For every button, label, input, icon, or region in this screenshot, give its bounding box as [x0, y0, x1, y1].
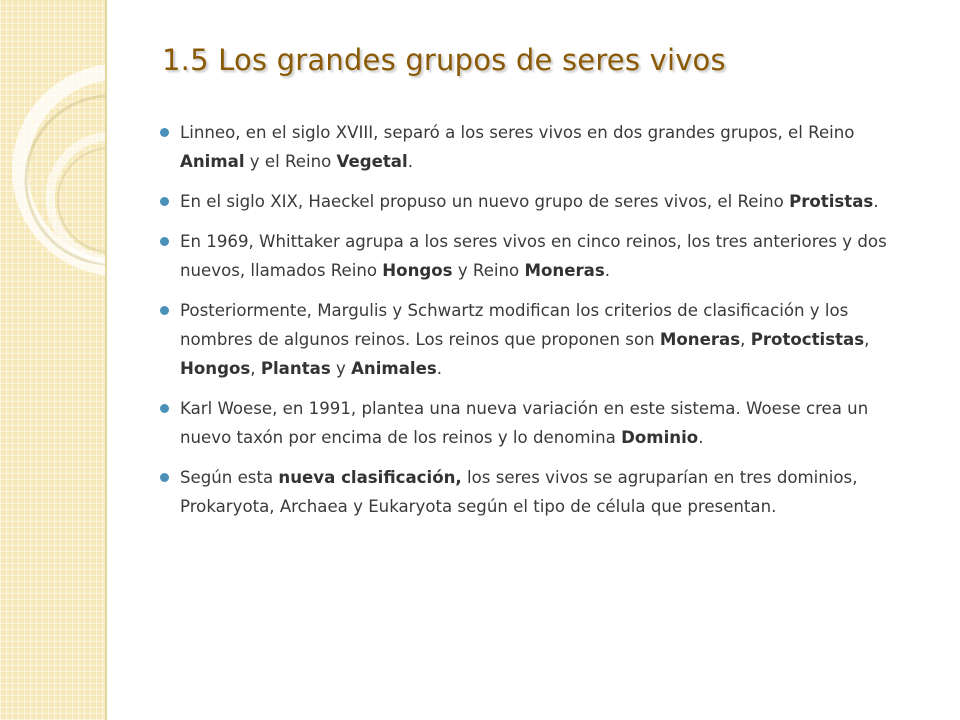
text-segment: ,	[250, 359, 261, 378]
text-segment: .	[436, 359, 443, 378]
bullet-dot-icon	[160, 404, 169, 413]
bold-term: Animales	[351, 359, 437, 378]
bold-term: Plantas	[260, 359, 331, 378]
bold-term: Dominio	[621, 428, 699, 447]
text-segment: .	[698, 428, 704, 447]
text-segment: y Reino	[452, 261, 525, 280]
text-segment: los seres vivos se agruparían en tres dominios, Prokaryota, Archaea y Eukaryota según el tipo de célula que presentan.	[180, 468, 858, 516]
bullet-text	[180, 232, 887, 280]
bullet-dot-icon	[160, 237, 169, 246]
bold-term: Protistas	[789, 192, 874, 211]
bullet-dot-icon	[160, 128, 169, 137]
text-segment: Karl Woese, en 1991, plantea una nueva variación en este sistema. Woese crea un nuevo taxón por encima de los reinos y lo denomina	[180, 399, 869, 447]
bullet-item	[160, 394, 905, 452]
text-segment: Posteriormente, Margulis y Schwartz modifican los criterios de clasificación y los nombres de algunos reinos. Los reinos que proponen son	[180, 301, 849, 349]
text-segment: .	[604, 261, 611, 280]
text-segment: Linneo, en el siglo XVIII, separó a los seres vivos en dos grandes grupos, el Reino	[180, 123, 855, 142]
bullet-text	[180, 123, 854, 171]
bold-term: Protoctistas	[750, 330, 865, 349]
bullet-dot-icon	[160, 473, 169, 482]
bold-term: Moneras	[659, 330, 741, 349]
bold-term: Moneras	[524, 261, 605, 280]
text-segment: .	[873, 192, 879, 211]
bold-term: Vegetal	[336, 152, 408, 171]
bullet-item	[160, 227, 905, 285]
bullet-text	[180, 468, 857, 516]
bullet-text	[180, 301, 869, 378]
bullet-dot-icon	[160, 306, 169, 315]
bullet-text	[180, 192, 879, 211]
bullet-item	[160, 187, 905, 216]
bold-term: Hongos	[382, 261, 453, 280]
bold-term: Animal	[180, 152, 245, 171]
decorative-circles-graphic	[0, 0, 105, 720]
slide-title: 1.5 Los grandes grupos de seres vivos	[162, 43, 726, 77]
bullet-text	[180, 399, 868, 447]
text-segment: En 1969, Whittaker agrupa a los seres vivos en cinco reinos, los tres anteriores y dos nuevos, llamados Reino	[180, 232, 887, 280]
text-segment: Según esta	[180, 468, 279, 487]
text-segment: ,	[740, 330, 751, 349]
bullet-item	[160, 463, 905, 521]
bullet-list	[160, 118, 905, 532]
bullet-item	[160, 296, 905, 383]
decorative-side-panel	[0, 0, 107, 720]
bullet-dot-icon	[160, 197, 169, 206]
text-segment: y	[330, 359, 352, 378]
bullet-item	[160, 118, 905, 176]
bold-term: nueva clasificación,	[278, 468, 462, 487]
bold-term: Hongos	[180, 359, 251, 378]
text-segment: y el Reino	[244, 152, 337, 171]
text-segment: En el siglo XIX, Haeckel propuso un nuevo grupo de seres vivos, el Reino	[180, 192, 790, 211]
text-segment: .	[407, 152, 413, 171]
text-segment: ,	[864, 330, 870, 349]
